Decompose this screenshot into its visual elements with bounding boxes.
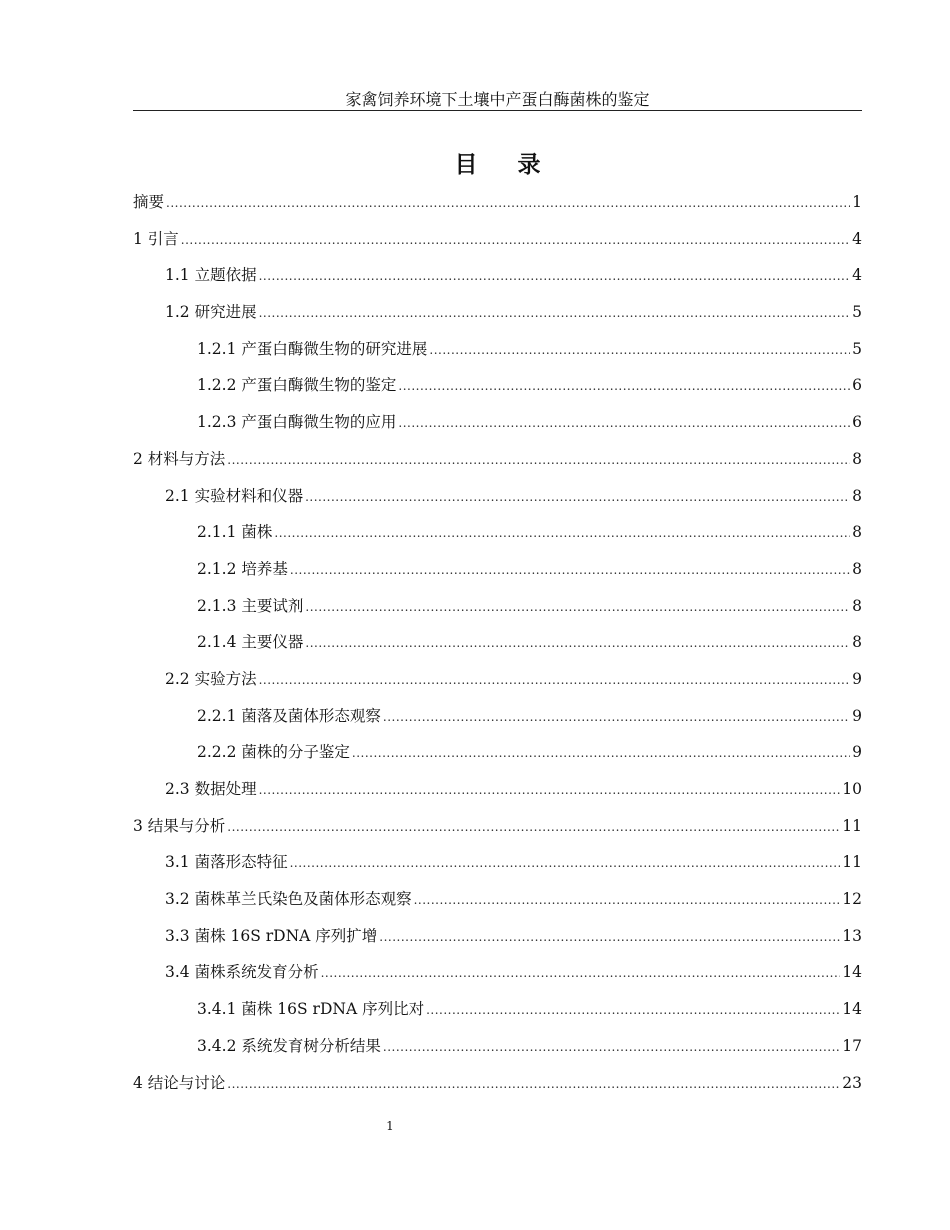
- toc-entry[interactable]: [133, 996, 862, 1033]
- toc-entry[interactable]: [133, 262, 862, 299]
- toc-entry-page: 11: [842, 853, 862, 872]
- toc-dot-leader: [259, 777, 841, 803]
- toc-dot-leader: [259, 263, 851, 289]
- toc-dot-leader: [290, 850, 841, 876]
- toc-dot-leader: [414, 887, 841, 913]
- toc-entry[interactable]: [133, 299, 862, 336]
- toc-entry-text: 1.2.1 产蛋白酶微生物的研究进展: [197, 339, 428, 358]
- toc-entry-text: 1.2.3 产蛋白酶微生物的应用: [197, 413, 397, 432]
- toc-dot-leader: [429, 337, 850, 363]
- toc-entry-text: 1 引言: [133, 229, 179, 248]
- toc-entry-text: 3.1 菌落形态特征: [165, 853, 288, 872]
- toc-dot-leader: [321, 960, 841, 986]
- toc-entry[interactable]: [133, 446, 862, 483]
- toc-entry-text: 2 材料与方法: [133, 449, 226, 468]
- toc-entry-page: 8: [852, 486, 862, 505]
- toc-entry[interactable]: [133, 923, 862, 960]
- header-rule: [133, 110, 862, 111]
- toc-entry[interactable]: [133, 1070, 862, 1107]
- toc-entry-page: 6: [852, 376, 862, 395]
- toc-entry[interactable]: [133, 959, 862, 996]
- toc-entry-page: 6: [852, 413, 862, 432]
- toc-entry-text: 1.2.2 产蛋白酶微生物的鉴定: [197, 376, 397, 395]
- toc-entry-page: 14: [842, 963, 862, 982]
- toc-entry-page: 8: [852, 559, 862, 578]
- toc-entry[interactable]: [133, 593, 862, 630]
- toc-entry-page: 10: [842, 780, 862, 798]
- toc-dot-leader: [259, 667, 851, 693]
- toc-entry-text: 2.1 实验材料和仪器: [165, 486, 304, 505]
- toc-title: 目录: [454, 152, 581, 178]
- toc-entry-text: 3.4.2 系统发育树分析结果: [197, 1036, 381, 1055]
- toc-entry-page: 5: [852, 303, 862, 322]
- toc-entry-page: 13: [842, 926, 862, 945]
- toc-dot-leader: [352, 740, 850, 766]
- toc-entry[interactable]: [133, 776, 862, 813]
- toc-entry-text: 1.1 立题依据: [165, 266, 257, 285]
- toc-dot-leader: [259, 300, 851, 326]
- toc-dot-leader: [305, 630, 850, 656]
- toc-entry[interactable]: [133, 813, 862, 850]
- toc-entry-page: 4: [852, 266, 862, 285]
- toc-entry[interactable]: [133, 409, 862, 446]
- toc-entry-text: 2.1.4 主要仪器: [197, 633, 304, 652]
- toc-entry-text: 3.4.1 菌株 16S rDNA 序列比对: [197, 1000, 425, 1019]
- toc-entry-page: 17: [842, 1036, 862, 1055]
- toc-dot-leader: [426, 997, 840, 1023]
- toc-dot-leader: [379, 924, 840, 950]
- toc-dot-leader: [305, 484, 850, 510]
- toc-entry-text: 4 结论与讨论: [133, 1073, 226, 1092]
- toc-entry-text: 3.3 菌株 16S rDNA 序列扩增: [165, 926, 378, 945]
- toc-entry[interactable]: [133, 483, 862, 520]
- toc-entry-text: 3 结果与分析: [133, 816, 226, 835]
- toc-entry[interactable]: [133, 886, 862, 923]
- toc-dot-leader: [383, 1034, 840, 1060]
- toc-entry-page: 14: [842, 1000, 862, 1019]
- toc-entry-page: 9: [852, 706, 862, 725]
- toc-dot-leader: [305, 594, 850, 620]
- toc-entry[interactable]: [133, 703, 862, 740]
- toc-entry-page: 11: [842, 816, 862, 835]
- toc-entry[interactable]: [133, 226, 862, 263]
- toc-entry-text: 2.1.2 培养基: [197, 559, 288, 578]
- toc-entry-page: 8: [852, 633, 862, 652]
- toc-dot-leader: [274, 520, 850, 546]
- toc-entry-text: 2.1.3 主要试剂: [197, 596, 304, 615]
- toc-entry-text: 3.2 菌株革兰氏染色及菌体形态观察: [165, 890, 412, 909]
- toc-entry-page: 8: [852, 523, 862, 542]
- toc-entry-text: 2.3 数据处理: [165, 780, 257, 798]
- table-of-contents: [133, 189, 862, 1106]
- toc-entry[interactable]: [133, 372, 862, 409]
- toc-entry-text: 2.2.1 菌落及菌体形态观察: [197, 706, 381, 725]
- toc-dot-leader: [290, 557, 850, 583]
- toc-dot-leader: [398, 410, 850, 436]
- toc-entry-text: 2.2 实验方法: [165, 669, 257, 688]
- toc-entry-page: 4: [852, 229, 862, 248]
- toc-entry[interactable]: [133, 336, 862, 373]
- toc-entry-page: 1: [852, 193, 862, 211]
- toc-entry-text: 3.4 菌株系统发育分析: [165, 963, 319, 982]
- toc-entry[interactable]: [133, 556, 862, 593]
- toc-entry[interactable]: [133, 739, 862, 776]
- toc-dot-leader: [383, 704, 850, 730]
- toc-entry-text: 1.2 研究进展: [165, 303, 257, 322]
- page-number: 1: [386, 1119, 394, 1133]
- toc-dot-leader: [227, 1071, 840, 1097]
- toc-dot-leader: [227, 447, 850, 473]
- toc-dot-leader: [227, 814, 840, 840]
- toc-entry-page: 5: [852, 339, 862, 358]
- running-header: 家禽饲养环境下土壤中产蛋白酶菌株的鉴定: [345, 90, 650, 109]
- toc-entry-text: 2.2.2 菌株的分子鉴定: [197, 743, 350, 762]
- toc-entry-page: 23: [842, 1073, 862, 1092]
- toc-entry[interactable]: [133, 629, 862, 666]
- toc-entry-page: 12: [842, 890, 862, 909]
- toc-entry-page: 9: [852, 669, 862, 688]
- toc-entry-text: 摘要: [133, 193, 165, 211]
- toc-entry[interactable]: [133, 849, 862, 886]
- toc-dot-leader: [181, 227, 850, 253]
- toc-dot-leader: [166, 190, 850, 216]
- toc-entry-page: 9: [852, 743, 862, 762]
- toc-entry-text: 2.1.1 菌株: [197, 523, 273, 542]
- toc-entry[interactable]: [133, 666, 862, 703]
- toc-entry[interactable]: [133, 189, 862, 226]
- toc-entry-page: 8: [852, 449, 862, 468]
- toc-dot-leader: [398, 373, 850, 399]
- toc-entry[interactable]: [133, 519, 862, 556]
- toc-entry-page: 8: [852, 596, 862, 615]
- toc-entry[interactable]: [133, 1033, 862, 1070]
